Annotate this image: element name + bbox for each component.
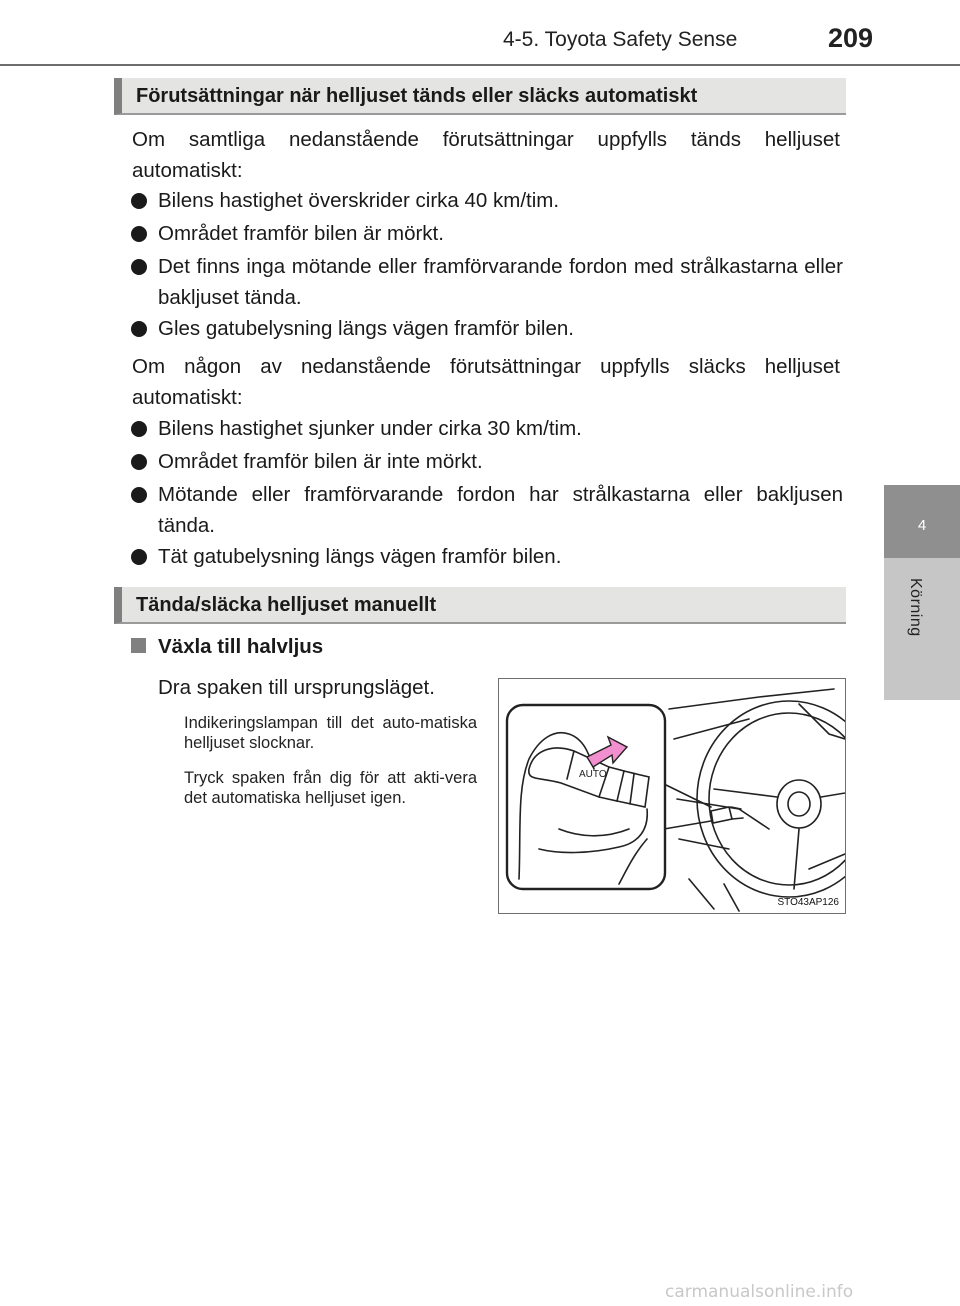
header-divider xyxy=(0,64,960,66)
watermark: carmanualsonline.info xyxy=(665,1282,854,1302)
list-item xyxy=(131,413,843,444)
section-heading-text: Förutsättningar när helljuset tänds eller släcks automatiskt xyxy=(136,85,698,107)
section-heading-manual xyxy=(114,587,846,624)
list-item xyxy=(131,185,843,216)
list-item xyxy=(131,218,843,249)
subheading xyxy=(131,635,323,659)
bullet-icon xyxy=(131,421,147,437)
list-item-text: Bilens hastighet sjunker under cirka 30 km/tim. xyxy=(158,417,582,440)
bullet-icon xyxy=(131,487,147,503)
intro-off-paragraph: Om någon av nedanstående förutsättningar uppfylls släcks helljuset automatiskt: xyxy=(132,355,840,409)
chapter-number: 4 xyxy=(917,517,927,534)
list-item xyxy=(131,313,843,344)
chapter-label: Körning xyxy=(907,578,924,637)
header-section-title: 4-5. Toyota Safety Sense xyxy=(503,28,738,51)
bullet-icon xyxy=(131,321,147,337)
bullet-icon xyxy=(131,226,147,242)
note-text: Indikeringslampan till det auto-matiska helljuset slocknar. xyxy=(184,714,477,752)
list-item xyxy=(131,541,843,572)
section-heading-text: Tända/släcka helljuset manuellt xyxy=(136,594,437,616)
list-item xyxy=(131,251,843,313)
list-item xyxy=(131,446,843,477)
bullet-icon xyxy=(131,259,147,275)
instruction-step: Dra spaken till ursprungsläget. xyxy=(158,676,435,699)
list-item-text: Det finns inga mötande eller framförvarande fordon med strålkastarna eller bakljuset tända. xyxy=(158,255,843,309)
page-number: 209 xyxy=(828,23,874,53)
bullet-icon xyxy=(131,549,147,565)
bullet-icon xyxy=(131,193,147,209)
square-bullet-icon xyxy=(131,638,146,653)
note-text: Tryck spaken från dig för att akti-vera det automatiska helljuset igen. xyxy=(184,769,477,807)
list-item-text: Tät gatubelysning längs vägen framför bilen. xyxy=(158,545,562,568)
list-item-text: Gles gatubelysning längs vägen framför bilen. xyxy=(158,317,574,340)
list-item-text: Mötande eller framförvarande fordon har strålkastarna eller bakljusen tända. xyxy=(158,483,843,537)
svg-text:AUTO: AUTO xyxy=(579,769,607,780)
intro-on-paragraph: Om samtliga nedanstående förutsättningar uppfylls tänds helljuset automatiskt: xyxy=(132,128,840,182)
list-item-text: Området framför bilen är inte mörkt. xyxy=(158,450,483,473)
list-item-text: Området framför bilen är mörkt. xyxy=(158,222,444,245)
section-heading-automatic xyxy=(114,78,846,115)
list-item xyxy=(131,479,843,541)
subheading-text: Växla till halvljus xyxy=(158,635,324,658)
lever-illustration-drawing xyxy=(499,679,846,914)
lever-illustration xyxy=(498,678,846,914)
bullet-icon xyxy=(131,454,147,470)
figure-code: STO43AP126 xyxy=(777,897,839,908)
chapter-tab xyxy=(884,485,960,558)
list-item-text: Bilens hastighet överskrider cirka 40 km/tim. xyxy=(158,189,560,212)
